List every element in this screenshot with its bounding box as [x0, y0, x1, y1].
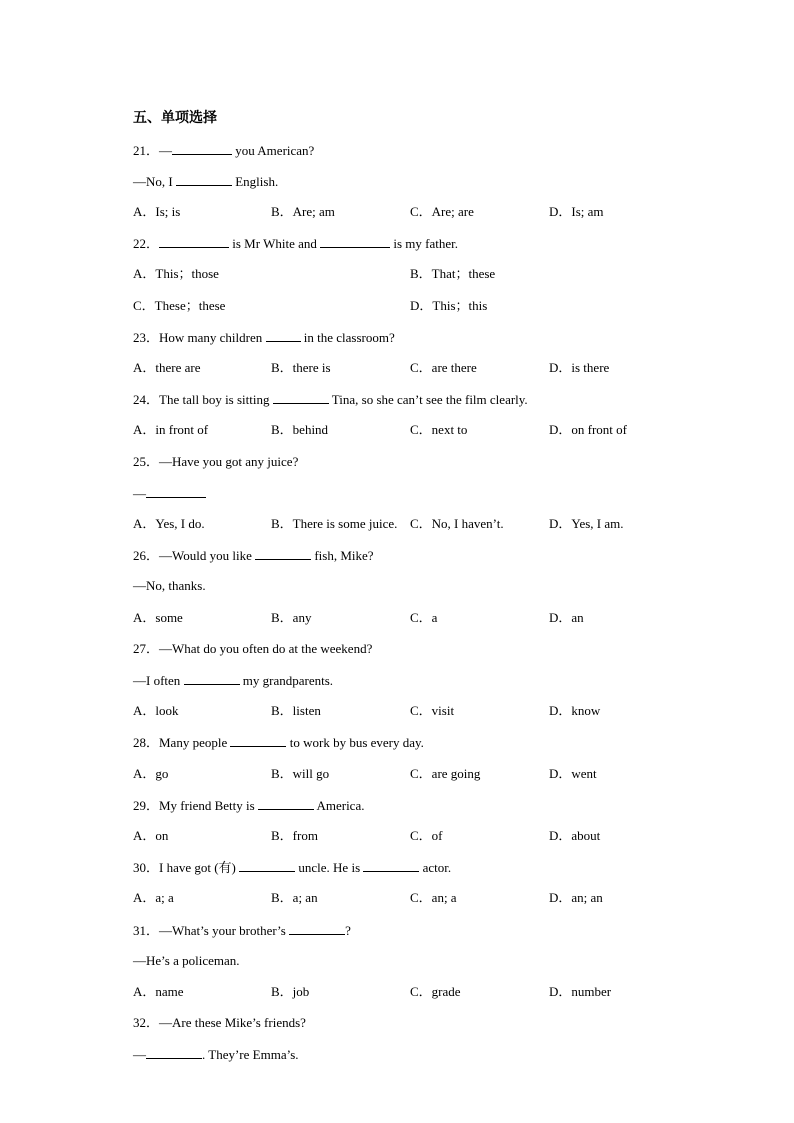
question-text: . They’re Emma’s. — [202, 1047, 299, 1062]
question-text: uncle. He is — [295, 860, 364, 875]
answer-blank — [258, 797, 314, 810]
option-d: D．on front of — [549, 422, 627, 437]
question-31-line — [133, 922, 351, 939]
option-c: C．Are; are — [410, 204, 474, 219]
question-text: in the classroom? — [300, 330, 395, 345]
answer-blank — [176, 173, 232, 186]
option-c: C．next to — [410, 422, 468, 437]
question-text: —I often — [133, 673, 184, 688]
option-b: B．job — [271, 984, 310, 999]
question-text: — — [133, 486, 146, 501]
question-text: 32．—Are these Mike’s friends? — [133, 1015, 306, 1030]
option-d: D．about — [549, 828, 601, 843]
option-d: D．an — [549, 610, 584, 625]
option-d: D．an; an — [549, 890, 603, 905]
question-27-line — [133, 672, 333, 689]
answer-blank — [172, 142, 232, 155]
section-title: 五、单项选择 — [133, 110, 217, 126]
option-a: A．Is; is — [133, 204, 181, 219]
answer-blank — [266, 329, 301, 342]
question-22-line — [133, 235, 458, 252]
question-24-line — [133, 391, 528, 408]
option-a: A．go — [133, 766, 169, 781]
question-26-line — [133, 547, 374, 564]
question-text: — — [133, 1047, 146, 1062]
question-32-line — [133, 1046, 299, 1063]
option-b: B．there is — [271, 360, 331, 375]
question-text: Tina, so she can’t see the film clearly. — [328, 392, 528, 407]
question-30-line — [133, 859, 451, 876]
option-d: D．Is; am — [549, 204, 604, 219]
answer-blank — [320, 235, 390, 248]
question-text: is Mr White and — [229, 236, 321, 251]
question-text: 28．Many people — [133, 735, 231, 750]
option-c: C．a — [410, 610, 438, 625]
option-c: C．of — [410, 828, 443, 843]
option-a: A．there are — [133, 360, 201, 375]
option-c: C．These；these — [133, 298, 226, 313]
question-text: —No, thanks. — [133, 578, 206, 593]
question-text: 25．—Have you got any juice? — [133, 454, 299, 469]
option-b: B．from — [271, 828, 318, 843]
option-c: C．No, I haven’t. — [410, 516, 504, 531]
question-text: actor. — [419, 860, 452, 875]
option-d: D．went — [549, 766, 597, 781]
question-31-line — [133, 953, 240, 969]
option-b: B．Are; am — [271, 204, 335, 219]
option-b: B．listen — [271, 703, 321, 718]
option-a: A．name — [133, 984, 184, 999]
answer-blank — [184, 672, 240, 685]
option-c: C．grade — [410, 984, 461, 999]
option-b: B．There is some juice. — [271, 516, 398, 531]
option-d: D．This；this — [410, 298, 488, 313]
question-text: America. — [313, 798, 365, 813]
question-26-line — [133, 578, 206, 594]
option-c: C．are there — [410, 360, 477, 375]
answer-blank — [363, 859, 419, 872]
answer-blank — [146, 1046, 202, 1059]
question-32-line — [133, 1015, 306, 1031]
question-text: —He’s a policeman. — [133, 953, 240, 968]
option-d: D．number — [549, 984, 612, 999]
question-23-line — [133, 329, 395, 346]
question-text: 23．How many children — [133, 330, 266, 345]
option-c: C．an; a — [410, 890, 457, 905]
question-text: is my father. — [390, 236, 459, 251]
option-a: A．some — [133, 610, 183, 625]
option-d: D．is there — [549, 360, 610, 375]
answer-blank — [146, 485, 206, 498]
question-text: 29．My friend Betty is — [133, 798, 258, 813]
question-25-line — [133, 454, 298, 470]
option-b: B．any — [271, 610, 312, 625]
option-a: A．look — [133, 703, 179, 718]
option-b: B．a; an — [271, 890, 318, 905]
question-text: 26．—Would you like — [133, 548, 256, 563]
question-text: my grandparents. — [239, 673, 334, 688]
question-text: to work by bus every day. — [286, 735, 424, 750]
question-28-line — [133, 734, 424, 751]
option-a: A．This；those — [133, 266, 219, 281]
question-text: you American? — [232, 143, 315, 158]
question-text: 21．— — [133, 143, 173, 158]
answer-blank — [255, 547, 311, 560]
option-b: B．will go — [271, 766, 330, 781]
question-text: fish, Mike? — [311, 548, 374, 563]
question-text: —No, I — [133, 174, 176, 189]
option-d: D．Yes, I am. — [549, 516, 624, 531]
answer-blank — [159, 235, 229, 248]
answer-blank — [289, 922, 345, 935]
question-text: 22． — [133, 236, 160, 251]
question-text: 31．—What’s your brother’s — [133, 923, 290, 938]
question-27-line — [133, 641, 372, 657]
option-c: C．visit — [410, 703, 455, 718]
question-25-line — [133, 485, 206, 502]
option-a: A．Yes, I do. — [133, 516, 205, 531]
option-a: A．a; a — [133, 890, 174, 905]
question-21-line — [133, 142, 314, 159]
answer-blank — [273, 391, 329, 404]
question-text: ? — [345, 923, 351, 938]
option-a: A．on — [133, 828, 169, 843]
question-29-line — [133, 797, 364, 814]
question-text: 27．—What do you often do at the weekend? — [133, 641, 373, 656]
question-text: 30．I have got (有) — [133, 860, 240, 875]
option-a: A．in front of — [133, 422, 209, 437]
question-21-line — [133, 173, 278, 190]
option-b: B．behind — [271, 422, 329, 437]
option-d: D．know — [549, 703, 601, 718]
answer-blank — [239, 859, 295, 872]
answer-blank — [230, 734, 286, 747]
question-text: 24．The tall boy is sitting — [133, 392, 273, 407]
option-c: C．are going — [410, 766, 481, 781]
question-text: English. — [231, 174, 279, 189]
option-b: B．That；these — [410, 266, 496, 281]
